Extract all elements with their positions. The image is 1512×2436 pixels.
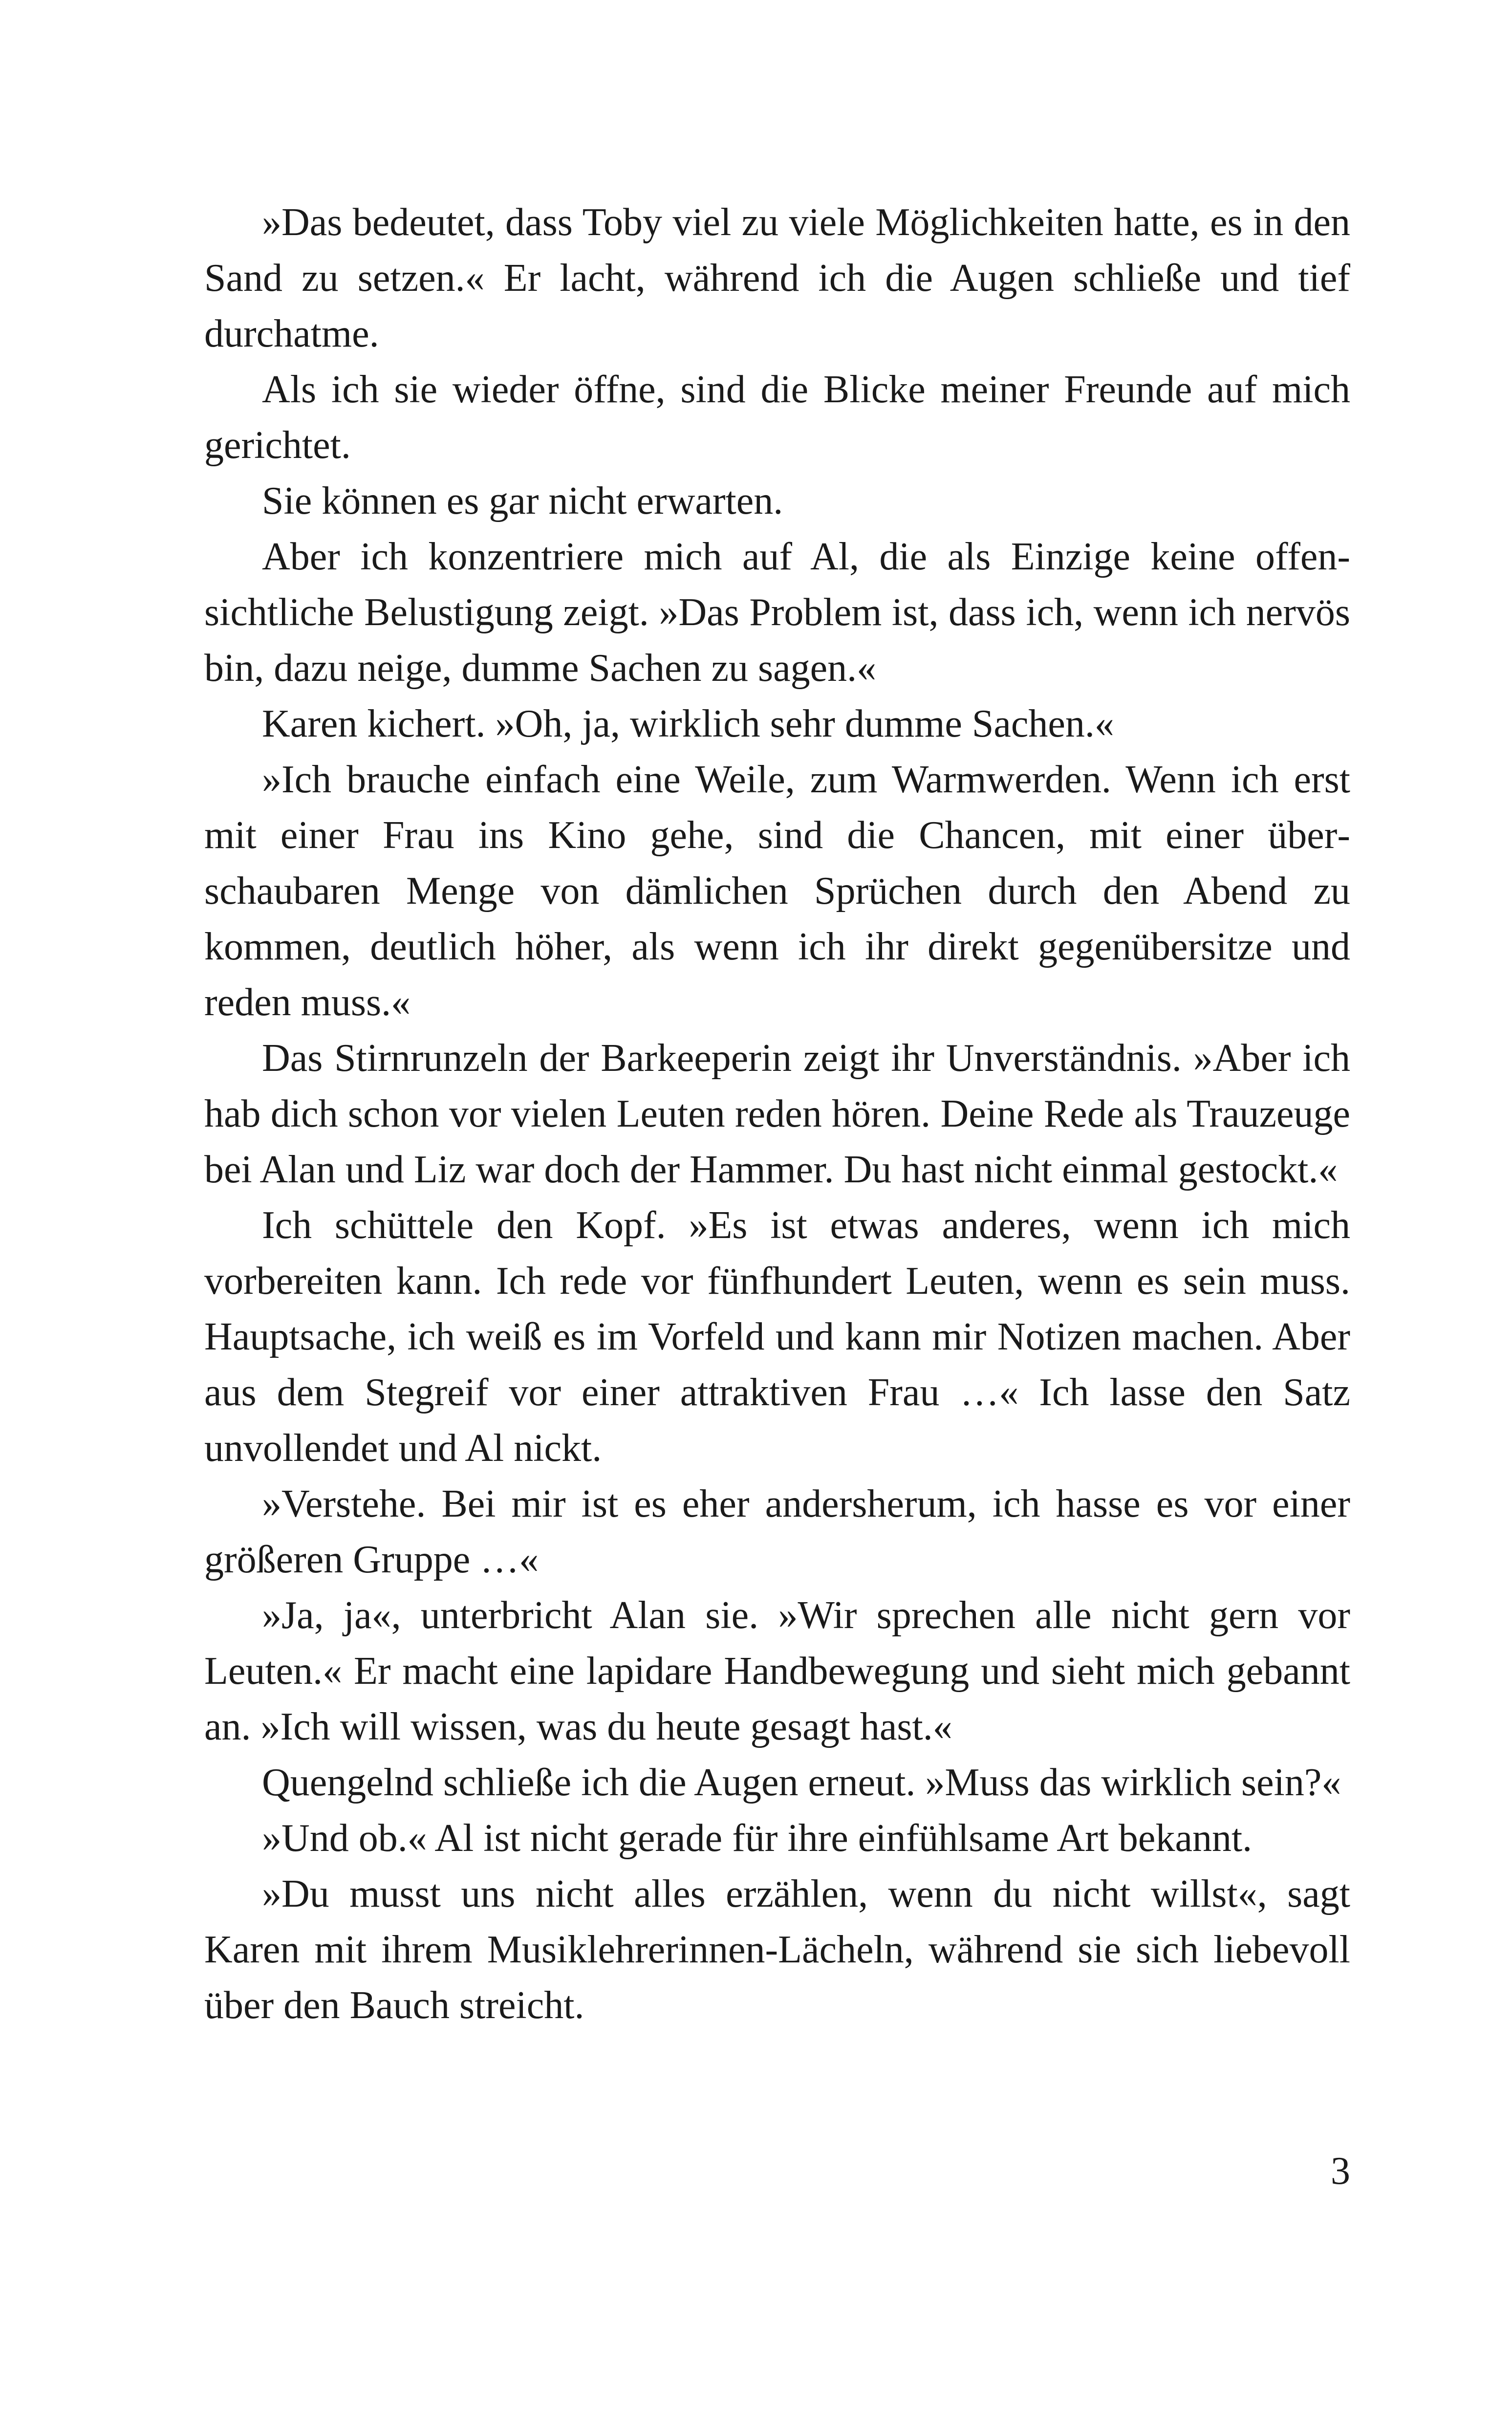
paragraph: Quengelnd schließe ich die Augen erneut. »Muss das wirklich sein?« [262,1761,1341,1804]
body-text [204,195,1350,2033]
paragraph: Sie können es gar nicht erwarten. [262,479,783,522]
page-number: 3 [1331,2150,1350,2193]
paragraph: Aber ich konzentriere mich auf Al, die als Einzige keine offensichtliche Belustigung zeigt. »Das Problem ist, dass ich, wenn ich nervös bin, dazu neige, dumme Sachen zu sagen.« [204,535,1350,690]
paragraph: »Du musst uns nicht alles erzählen, wenn du nicht willst«, sagt Karen mit ihrem Musiklehrerinnen-Lächeln, während sie sich liebevoll über den Bauch streicht. [204,1872,1350,2027]
paragraph: »Und ob.« Al ist nicht gerade für ihre einfühlsame Art bekannt. [262,1817,1253,1860]
paragraph: »Das bedeutet, dass Toby viel zu viele Möglichkeiten hatte, es in den Sand zu setzen.« Er lacht, während ich die Augen schließe und tief durchatme. [204,201,1350,355]
paragraph: Ich schüttele den Kopf. »Es ist etwas anderes, wenn ich mich vorbereiten kann. Ich rede vor fünfhundert Leuten, wenn es sein muss. Hauptsache, ich weiß es im Vorfeld und kann mir Notizen machen. Aber aus dem Stegreif vor einer attraktiven Frau …« Ich lasse den Satz unvollendet und Al nickt. [204,1204,1350,1470]
paragraph: »Verstehe. Bei mir ist es eher andersherum, ich hasse es vor einer größeren Gruppe …« [204,1482,1350,1581]
paragraph: Karen kichert. »Oh, ja, wirklich sehr dumme Sachen.« [262,702,1114,745]
paragraph: Das Stirnrunzeln der Barkeeperin zeigt ihr Unverständnis. »Aber ich hab dich schon vor vielen Leuten reden hören. Deine Rede als Trauzeuge bei Alan und Liz war doch der Hammer. Du hast nicht einmal gestockt.« [204,1037,1350,1191]
paragraph: »Ja, ja«, unterbricht Alan sie. »Wir sprechen alle nicht gern vor Leuten.« Er macht eine lapidare Handbewegung und sieht mich gebannt an. »Ich will wissen, was du heute gesagt hast.« [204,1594,1350,1748]
paragraph: »Ich brauche einfach eine Weile, zum Warmwerden. Wenn ich erst mit einer Frau ins Kino gehe, sind die Chancen, mit einer überschaubaren Menge von dämlichen Sprüchen durch den Abend zu kommen, deutlich höher, als wenn ich ihr direkt gegenübersitze und reden muss.« [204,758,1350,1024]
paragraph: Als ich sie wieder öffne, sind die Blicke meiner Freunde auf mich gerichtet. [204,368,1350,467]
